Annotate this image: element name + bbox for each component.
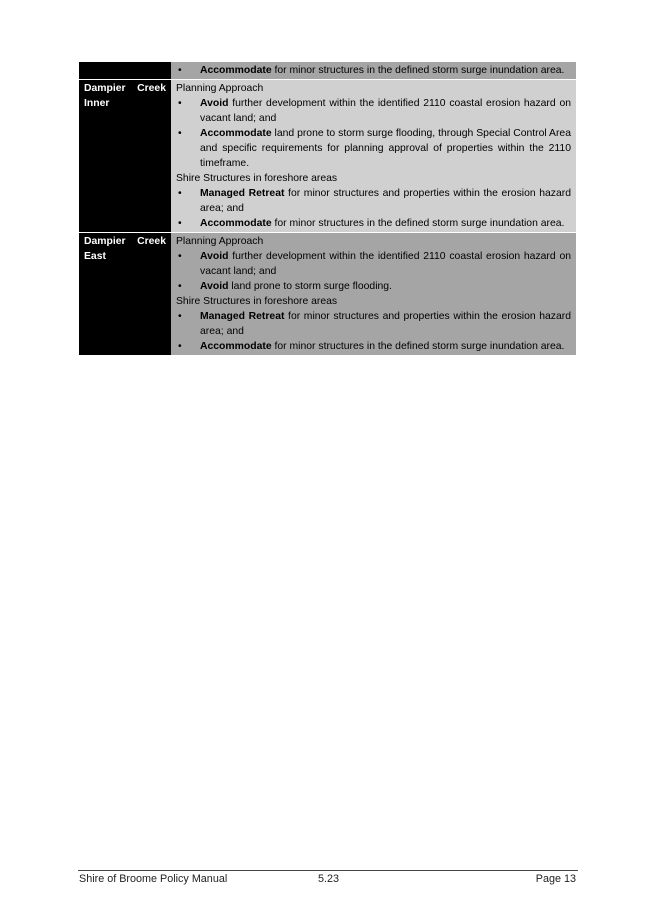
section-heading: Shire Structures in foreshore areas	[176, 296, 338, 307]
list-item: • Accommodate for minor structures in the defined storm surge inundation area.	[178, 341, 565, 352]
approach-cell	[171, 62, 576, 80]
table-row	[79, 233, 576, 356]
list-item: • Accommodate land prone to storm surge flooding, through Special Control Area and specific requirements for planning approval of properties within the 2110 timeframe.	[178, 128, 571, 169]
section-heading: Planning Approach	[176, 236, 264, 247]
area-name-cell: Dampier Creek Inner	[79, 80, 171, 233]
list-item: • Avoid further development within the identified 2110 coastal erosion hazard on vacant land; and	[178, 251, 571, 277]
bullet-icon: •	[178, 65, 182, 76]
list-item: • Avoid further development within the identified 2110 coastal erosion hazard on vacant land; and	[178, 98, 571, 124]
section-heading: Planning Approach	[176, 83, 264, 94]
list-item: • Avoid land prone to storm surge flooding.	[178, 281, 392, 292]
bullet-icon: •	[178, 251, 182, 262]
bullet-icon: •	[178, 281, 182, 292]
table-row	[79, 62, 576, 80]
bullet-icon: •	[178, 311, 182, 322]
list-item: • Managed Retreat for minor structures and properties within the erosion hazard area; and	[178, 311, 571, 337]
area-name-cell	[79, 62, 171, 80]
list-item: • Managed Retreat for minor structures and properties within the erosion hazard area; and	[178, 188, 571, 214]
bullet-icon: •	[178, 188, 182, 199]
bullet-icon: •	[178, 98, 182, 109]
bullet-icon: •	[178, 128, 182, 139]
footer-page-number: Page 13	[535, 873, 576, 885]
section-heading: Shire Structures in foreshore areas	[176, 173, 338, 184]
list-item: • Accommodate for minor structures in the defined storm surge inundation area.	[178, 218, 565, 229]
area-name-cell: Dampier Creek East	[79, 233, 171, 356]
bullet-icon: •	[178, 341, 182, 352]
bullet-icon: •	[178, 218, 182, 229]
footer-policy-number: 5.23	[318, 873, 340, 885]
footer-manual-title: Shire of Broome Policy Manual	[79, 873, 228, 885]
approach-cell	[171, 233, 576, 356]
table-row	[79, 80, 576, 233]
approach-cell	[171, 80, 576, 233]
list-item: • Accommodate for minor structures in the defined storm surge inundation area.	[178, 65, 565, 76]
footer-divider	[78, 870, 578, 871]
coastal-management-table	[79, 62, 576, 356]
